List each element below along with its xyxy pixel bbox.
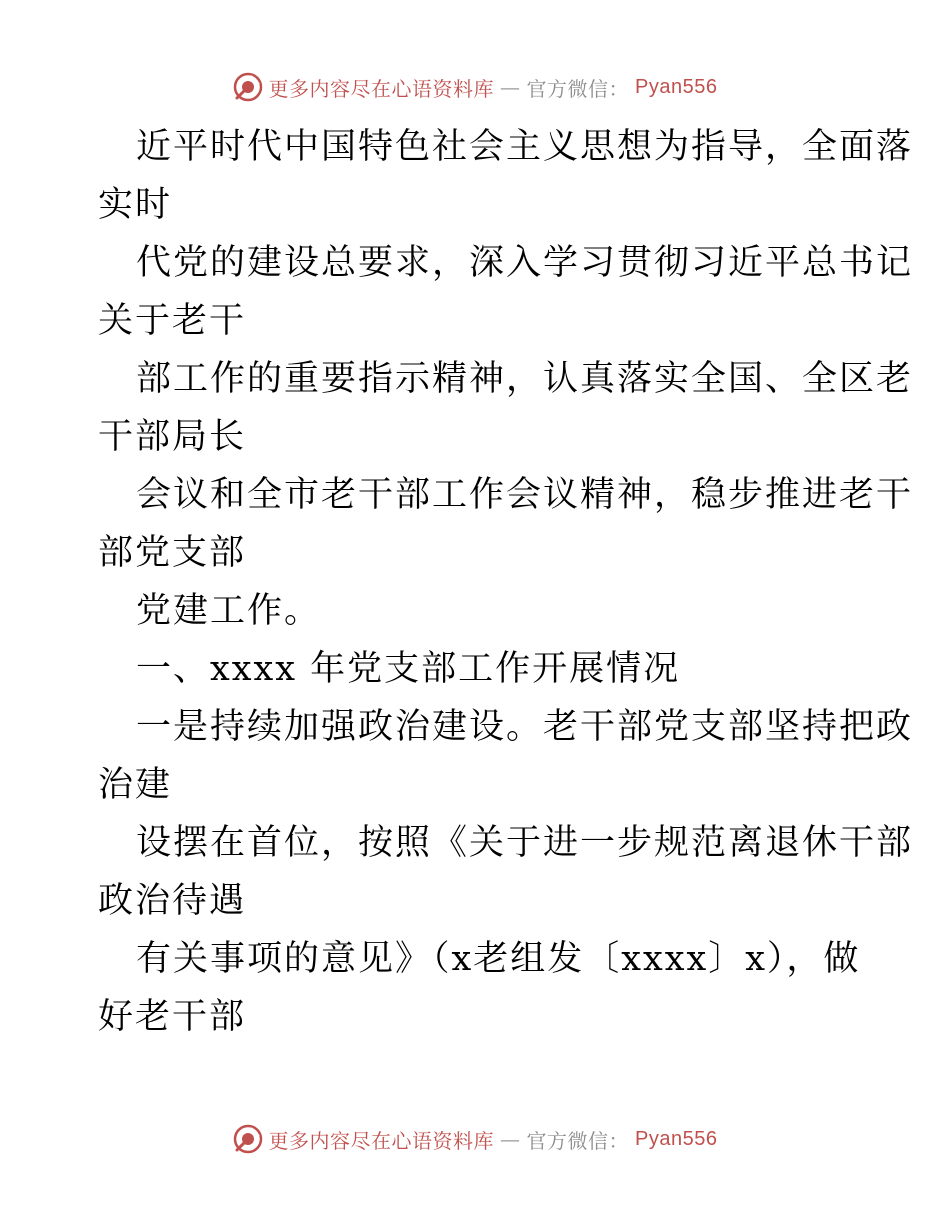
text-line: 一是持续加强政治建设。老干部党支部坚持把政 bbox=[136, 707, 914, 747]
text-line: 实时 bbox=[98, 185, 173, 225]
watermark-separator: — bbox=[500, 75, 521, 99]
watermark-label: 官方微信： bbox=[526, 1128, 630, 1153]
pen-logo-icon bbox=[233, 72, 263, 102]
header-watermark bbox=[0, 72, 950, 102]
text-line: 设摆在首位，按照《关于进一步规范离退休干部 bbox=[136, 823, 914, 863]
watermark-id: Pyan556 bbox=[635, 1127, 718, 1150]
text-line: 有关事项的意见》（x老组发〔xxxx〕x），做 bbox=[136, 939, 861, 979]
text-line: 部党支部 bbox=[98, 533, 247, 573]
text-line: 政治待遇 bbox=[98, 881, 247, 921]
text-line: 好老干部 bbox=[98, 997, 247, 1037]
text-line: 部工作的重要指示精神，认真落实全国、全区老 bbox=[136, 359, 914, 399]
body-text bbox=[98, 118, 914, 1046]
text-line: 治建 bbox=[98, 765, 173, 805]
watermark-text: 更多内容尽在心语资料库 bbox=[268, 76, 495, 101]
text-line: 关于老干 bbox=[98, 301, 247, 341]
footer-watermark bbox=[0, 1124, 950, 1154]
section-heading: 一、xxxx 年党支部工作开展情况 bbox=[136, 649, 681, 689]
text-line: 近平时代中国特色社会主义思想为指导，全面落 bbox=[136, 127, 914, 167]
watermark-separator: — bbox=[500, 1127, 521, 1151]
watermark-text: 更多内容尽在心语资料库 bbox=[268, 1128, 495, 1153]
pen-logo-icon bbox=[233, 1124, 263, 1154]
text-line: 代党的建设总要求，深入学习贯彻习近平总书记 bbox=[136, 243, 914, 283]
text-line: 党建工作。 bbox=[136, 591, 322, 631]
text-line: 干部局长 bbox=[98, 417, 247, 457]
text-line: 会议和全市老干部工作会议精神，稳步推进老干 bbox=[136, 475, 914, 515]
watermark-label: 官方微信： bbox=[526, 76, 630, 101]
watermark-id: Pyan556 bbox=[635, 75, 718, 98]
